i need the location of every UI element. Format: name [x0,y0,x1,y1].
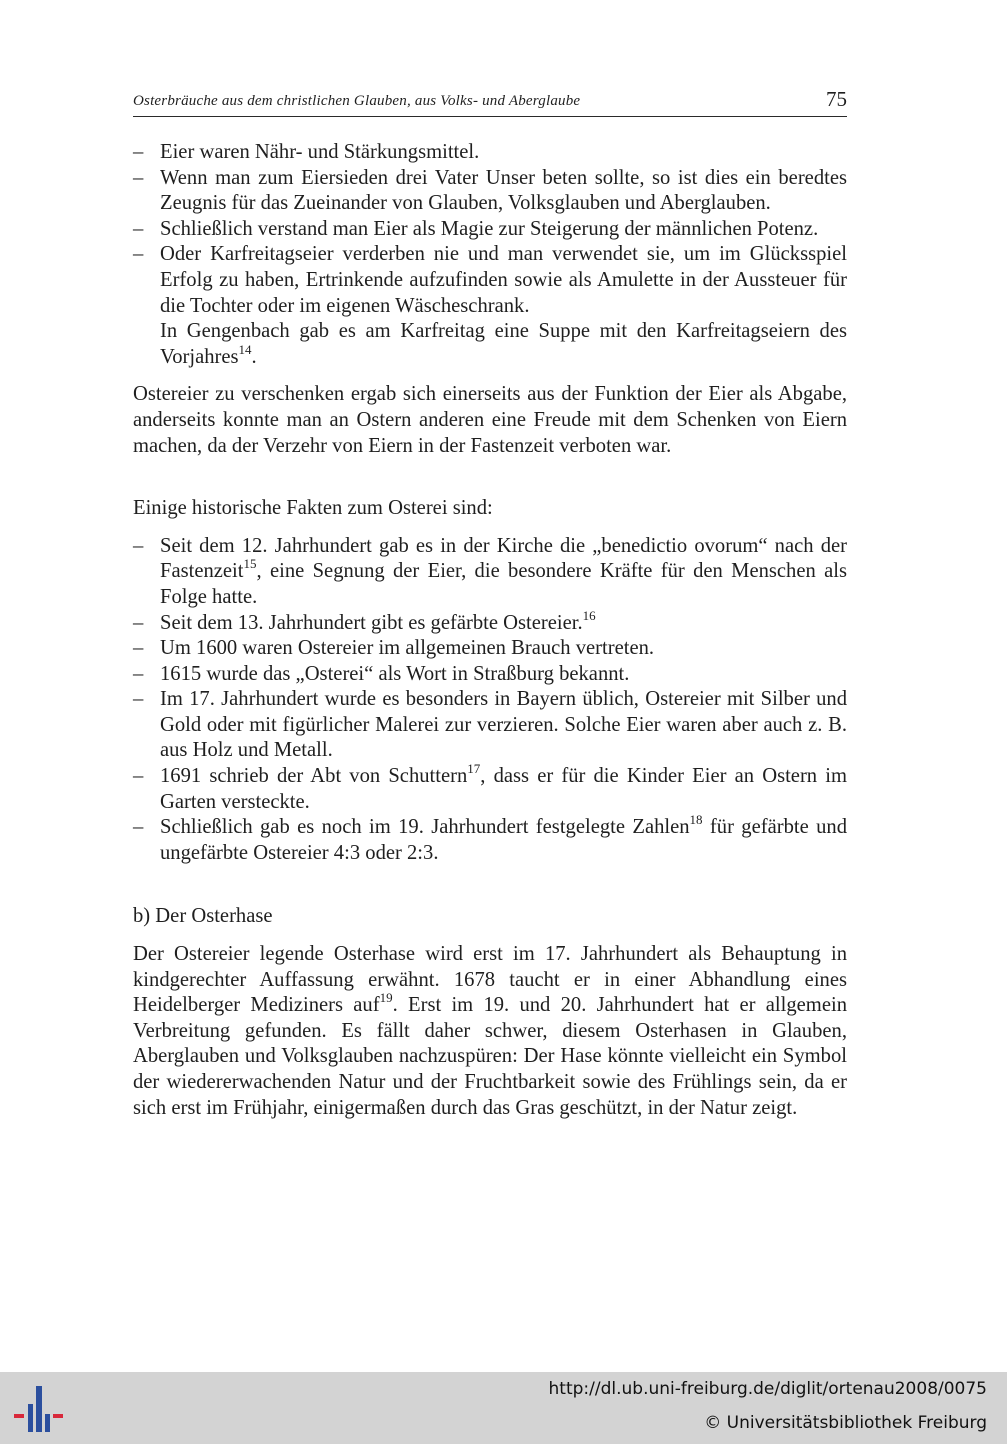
paragraph: Ostereier zu verschenken ergab sich einerseits aus der Funktion der Eier als Abgabe, anderseits konnte man an Ostern anderen eine Freude mit dem Schenken von Eiern machen, da der Verzehr von Eiern in der Fastenzeit verboten war. [133,383,847,457]
page-body [133,140,847,1121]
list-item: – Wenn man zum Eiersieden drei Vater Unser beten sollte, so ist dies ein beredtes Zeugnis für das Zueinander von Glauben, Volksglauben und Aberglauben. [133,166,847,217]
list-item: – Eier waren Nähr- und Stärkungsmittel. [133,140,847,166]
list-item: – 1691 schrieb der Abt von Schuttern$^{17}$, dass er für die Kinder Eier an Ostern im Garten versteckte. [133,764,847,815]
footnote-ref[interactable]: 14 [238,341,252,357]
section-heading: b) Der Osterhase [133,905,273,928]
historical-facts-list [133,534,847,867]
footnote-ref[interactable]: 19 [379,990,393,1006]
paragraph-intro: Einige historische Fakten zum Osterei sind: [133,497,493,520]
list-item: – 1615 wurde das „Osterei“ als Wort in Straßburg bekannt. [133,662,847,688]
copyright-notice: © Universitätsbibliothek Freiburg [704,1413,987,1433]
list-item-continuation: In Gengenbach gab es am Karfreitag eine Suppe mit den Karfreitagseiern des Vorjahres$^{14}$. [160,320,847,368]
running-title: Osterbräuche aus dem christlichen Glauben, aus Volks- und Aberglaube [133,93,581,109]
list-item: – Seit dem 13. Jahrhundert gibt es gefärbte Ostereier.$^{16}$ [133,611,847,637]
footnote-ref[interactable]: 16 [582,607,596,623]
list-item: – Schließlich verstand man Eier als Magie zur Steigerung der männlichen Potenz. [133,217,847,243]
running-header [133,86,847,117]
footer-bar [0,1372,1007,1444]
list-item: – Seit dem 12. Jahrhundert gab es in der Kirche die „benedictio ovorum“ nach der Fastenzeit$^{15}$, eine Segnung der Eier, die besondere Kräfte für den Menschen als Folge hatte. [133,534,847,611]
egg-uses-list [133,140,847,370]
list-item: – Im 17. Jahrhundert wurde es besonders in Bayern üblich, Ostereier mit Silber und Gold oder mit figürlicher Malerei zur verzieren. Solche Eier waren aber auch z. B. aus Holz und Metall. [133,687,847,764]
list-item: – Schließlich gab es noch im 19. Jahrhundert festgelegte Zahlen$^{18}$ für gefärbte und ungefärbte Ostereier 4:3 oder 2:3. [133,815,847,866]
list-item: – Oder Karfreitagseier verderben nie und man verwendet sie, um im Glücksspiel Erfolg zu haben, Ertrinkende aufzufinden sowie als Amulette in der Aussteuer für die Tochter oder im eigenen Wäscheschrank. In Gengenbach gab es am Karfreitag eine Suppe mit den Karfreitagseiern des Vorjahres$^{14}$. [133,242,847,370]
footnote-ref[interactable]: 15 [243,556,257,572]
footnote-ref[interactable]: 18 [689,812,703,828]
paragraph: Der Ostereier legende Osterhase wird erst im 17. Jahrhundert als Behauptung in kindgerechter Auffassung erwähnt. 1678 taucht er in einer Abhandlung eines Heidelberger Mediziners auf$^{19}$. Erst im 19. und 20. Jahrhundert hat er allgemein Verbreitung gefunden. Es fällt daher schwer, diesem Osterhasen in Glauben, Aberglauben und Volksglauben nachzuspüren: Der Hase könnte vielleicht ein Symbol der wiedererwachenden Natur und der Fruchtbarkeit sowie des Frühlings sein, da er sich erst im Frühjahr, einigermaßen durch das Gras geschützt, in der Natur zeigt. [133,943,847,1119]
list-item: – Um 1600 waren Ostereier im allgemeinen Brauch vertreten. [133,636,847,662]
university-library-logo-icon [14,1384,64,1434]
footnote-ref[interactable]: 17 [467,761,481,777]
source-url-link[interactable]: http://dl.ub.uni-freiburg.de/diglit/ortenau2008/0075 [548,1379,987,1399]
page-number: 75 [826,87,847,111]
